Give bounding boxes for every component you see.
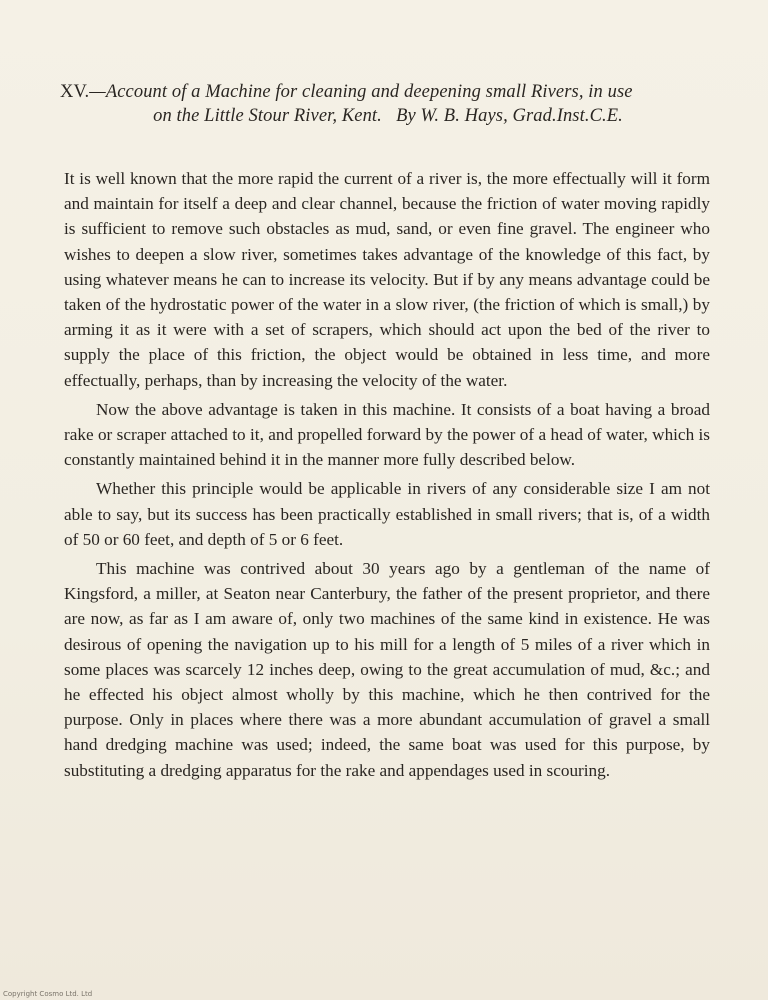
- article-body: [64, 166, 710, 783]
- article-title: [60, 80, 710, 128]
- article-title-part-2: on the Little Stour River, Kent.: [153, 106, 382, 126]
- paragraph-1: It is well known that the more rapid the current of a river is, the more effectually will it form and maintain for itself a deep and clear channel, because the friction of water moving rapidly is sufficient to remove such obstacles as mud, sand, or even fine gravel. The engineer who wishes to deepen a slow river, sometimes takes advantage of the knowledge of this fact, by using whatever means he can to increase its velocity. But if by any means advantage could be taken of the hydrostatic power of the water in a slow river, (the friction of which is small,) by arming it as it were with a set of scrapers, which should act upon the bed of the river to supply the place of this friction, the object would be obtained in less time, and more effectually, perhaps, than by increasing the velocity of the water.: [64, 169, 710, 390]
- paragraph-4: This machine was contrived about 30 years ago by a gentleman of the name of Kingsford, a miller, at Seaton near Canterbury, the father of the present proprietor, and there are now, as far as I am aware of, only two machines of the same kind in existence. He was desirous of opening the navigation up to his mill for a length of 5 miles of a river which in some places was scarcely 12 inches deep, owing to the great accumulation of mud, &c.; and he effected his object almost wholly by this machine, which he then contrived for the purpose. Only in places where there was a more abundant accumulation of gravel a small hand dredging machine was used; indeed, the same boat was used for this purpose, by substituting a dredging apparatus for the rake and appendages used in scouring.: [64, 559, 710, 780]
- paragraph-3: Whether this principle would be applicable in rivers of any considerable size I am not able to say, but its success has been practically established in small rivers; that is, of a width of 50 or 60 feet, and depth of 5 or 6 feet.: [64, 479, 710, 549]
- article-title-part-1: —Account of a Machine for cleaning and deepening small Rivers, in use: [89, 82, 633, 102]
- article-title-line-1: [60, 80, 710, 104]
- copyright-notice: Copyright Cosmo Ltd. Ltd: [3, 990, 93, 998]
- article-title-line-2: [60, 104, 710, 128]
- paragraph-2: Now the above advantage is taken in this machine. It consists of a boat having a broad rake or scraper attached to it, and propelled forward by the power of a head of water, which is constantly maintained behind it in the manner more fully described below.: [64, 399, 710, 470]
- article-author: By W. B. Hays, Grad.Inst.C.E.: [396, 106, 623, 126]
- article-number: XV.: [60, 82, 90, 102]
